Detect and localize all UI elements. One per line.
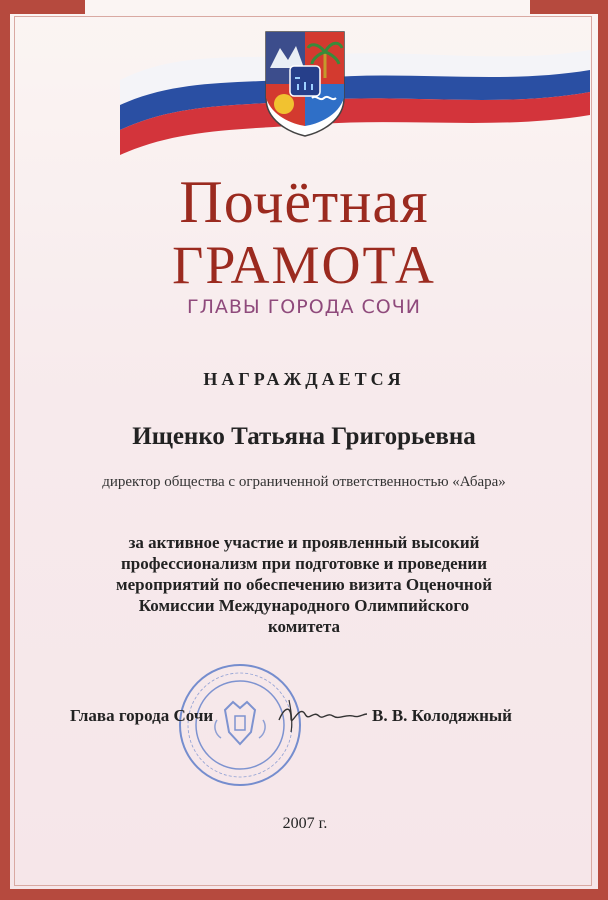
recipient-name: Ищенко Татьяна Григорьевна [132,423,476,450]
frame-top-left [0,0,85,14]
signature-icon [275,696,370,736]
frame-left [0,0,10,900]
frame-top-right [530,0,608,14]
awarded-label: НАГРАЖДАЕТСЯ [203,369,405,389]
certificate-title-line2: ГРАМОТА [172,235,436,295]
frame-bottom [0,889,608,900]
reason-line: профессионализм при подготовке и проведении [120,554,488,573]
reason-line: за активное участие и проявленный высокий [128,533,480,552]
certificate-subtitle: ГЛАВЫ ГОРОДА СОЧИ [186,296,421,318]
signatory-title: Глава города Сочи [70,706,214,725]
signatory-name: В. В. Колодяжный [372,706,512,725]
award-reason [60,532,548,637]
sochi-crest-icon [262,28,348,138]
frame-right [598,0,608,900]
certificate-year: 2007 г. [282,815,328,832]
reason-line: комитета [267,617,341,636]
certificate-title-line1: Почётная [179,169,429,235]
recipient-position: директор общества с ограниченной ответственностью «Абара» [102,474,506,490]
russian-flag-icon [120,20,590,160]
reason-line: Комиссии Международного Олимпийского [138,596,470,615]
reason-line: мероприятий по обеспечению визита Оценочной [115,575,493,594]
